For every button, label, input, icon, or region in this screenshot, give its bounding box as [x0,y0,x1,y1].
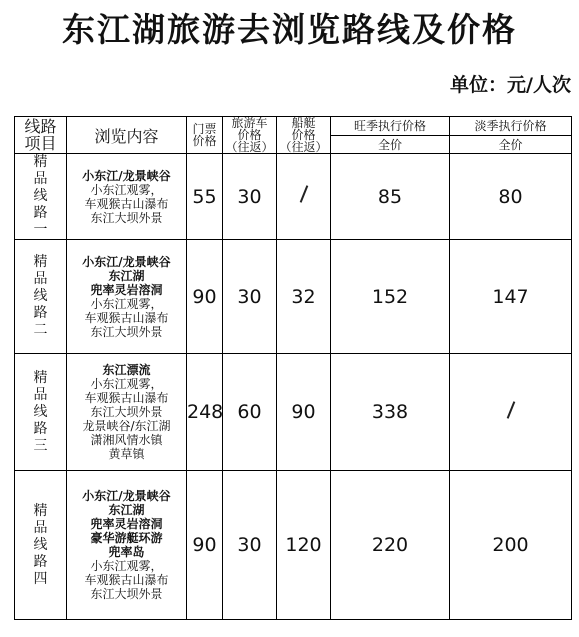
peak-price: 152 [331,240,450,354]
ticket-price: 248 [187,354,223,471]
content-line: 小东江观雾， [90,182,163,197]
route-content [67,240,187,354]
route-content [67,154,187,240]
boat-price: 120 [277,471,331,620]
boat-price: 32 [277,240,331,354]
content-line: 黄草镇 [108,447,145,461]
off-price: 80 [450,154,572,240]
ticket-price: 90 [187,471,223,620]
content-line: 车观猴古山瀑布 [84,196,169,211]
header-ticket: 门票 价格 [187,117,223,154]
route-content [67,471,187,620]
content-line: 潇湘风情水镇 [90,433,163,447]
bus-price: 30 [223,154,277,240]
boat-price: 90 [277,354,331,471]
bus-price: 30 [223,471,277,620]
header-bus: 旅游车 价格 （往返） [223,117,277,154]
unit-label: 单位：元/人次 [450,74,571,96]
content-highlight: 豪华游艇环游 [90,531,163,545]
header-route: 线路 项目 [15,117,67,154]
header-off-full: 全价 [450,135,572,154]
header-content: 浏览内容 [67,117,187,154]
slash-mark [299,185,308,202]
table-row [15,354,572,471]
content-highlight: 东江湖 [108,503,145,517]
table-row [15,471,572,620]
header-boat: 船艇 价格 （往返） [277,117,331,154]
content-highlight: 兜率灵岩溶洞 [90,282,163,297]
route-name: 精 品 线 路 二 [15,240,67,354]
content-line: 小东江观雾， [90,377,163,391]
table-row [15,240,572,354]
header-off: 淡季执行价格 [450,117,572,136]
content-line: 东江大坝外景 [90,210,163,225]
price-table [14,116,572,620]
route-name: 精 品 线 路 三 [15,354,67,471]
route-name: 精 品 线 路 一 [15,154,67,240]
table-row [15,154,572,240]
peak-price: 85 [331,154,450,240]
off-price [450,354,572,471]
content-highlight: 东江湖 [108,268,145,283]
header-peak-full: 全价 [331,135,450,154]
route-name: 精 品 线 路 四 [15,471,67,620]
ticket-price: 55 [187,154,223,240]
slash-mark [506,401,515,418]
page-title: 东江湖旅游去浏览路线及价格 [62,10,517,49]
boat-price [277,154,331,240]
content-highlight: 兜率灵岩溶洞 [90,517,163,531]
content-line: 东江大坝外景 [90,324,163,339]
content-highlight: 小东江/龙景峡谷 [82,254,171,269]
content-highlight: 小东江/龙景峡谷 [82,168,171,183]
peak-price: 220 [331,471,450,620]
content-highlight: 小东江/龙景峡谷 [82,489,171,503]
content-highlight: 兜率岛 [108,545,145,559]
content-line: 小东江观雾， [90,559,163,573]
ticket-price: 90 [187,240,223,354]
content-line: 龙景峡谷/东江湖 [82,419,171,433]
route-content [67,354,187,471]
bus-price: 30 [223,240,277,354]
content-line: 车观猴古山瀑布 [84,573,169,587]
peak-price: 338 [331,354,450,471]
off-price: 147 [450,240,572,354]
off-price: 200 [450,471,572,620]
content-line: 车观猴古山瀑布 [84,310,169,325]
content-highlight: 东江漂流 [102,363,151,377]
content-line: 东江大坝外景 [90,405,163,419]
bus-price: 60 [223,354,277,471]
content-line: 小东江观雾， [90,296,163,311]
header-peak: 旺季执行价格 [331,117,450,136]
content-line: 东江大坝外景 [90,587,163,601]
content-line: 车观猴古山瀑布 [84,391,169,405]
